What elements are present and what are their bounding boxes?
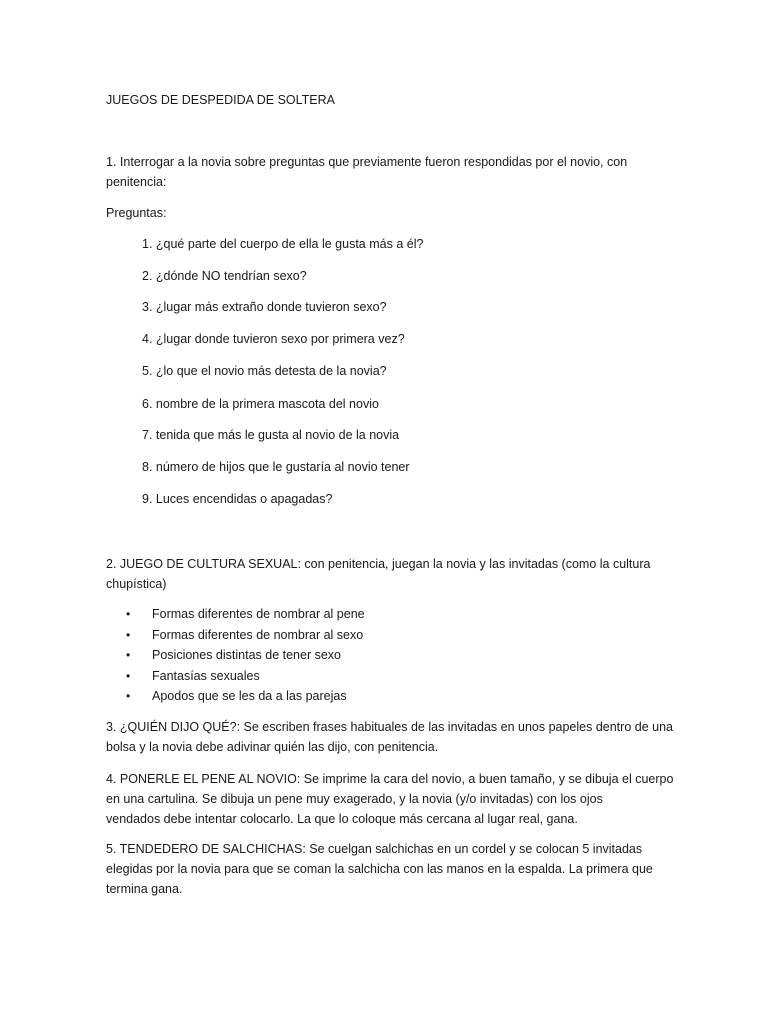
question-item: 1. ¿qué parte del cuerpo de ella le gusta más a él? [142,237,424,251]
section-3 [106,717,673,757]
section-5-line-1: 5. TENDEDERO DE SALCHICHAS: Se cuelgan salchichas en un cordel y se colocan 5 invitadas [106,842,643,856]
section-4-line-3: vendados debe intentar colocarlo. La que lo coloque más cercana al lugar real, gana. [106,812,578,826]
section-5-line-2: elegidas por la novia para que se coman la salchicha con las manos en la espalda. La primera que [106,862,653,876]
preguntas-label: Preguntas: [106,206,167,220]
question-item: 4. ¿lugar donde tuvieron sexo por primera vez? [142,332,405,346]
section-4 [106,769,674,829]
bullet-icon: • [126,668,131,683]
list-item-text: Posiciones distintas de tener sexo [152,648,341,662]
bullet-list [106,604,365,707]
section-5 [106,839,666,899]
section-4-line-1: 4. PONERLE EL PENE AL NOVIO: Se imprime la cara del novio, a buen tamaño, y se dibuja el cuerpo [106,772,674,786]
section-1 [106,152,666,192]
section-2 [106,554,666,594]
list-item-text: Formas diferentes de nombrar al pene [152,607,365,621]
list-item-text: Fantasías sexuales [152,668,260,683]
question-item: 5. ¿lo que el novio más detesta de la novia? [142,364,387,378]
document-title: JUEGOS DE DESPEDIDA DE SOLTERA [106,93,335,107]
question-item: 2. ¿dónde NO tendrían sexo? [142,269,307,283]
question-item: 8. número de hijos que le gustaría al novio tener [142,460,410,474]
question-item: 6. nombre de la primera mascota del novio [142,397,379,411]
section-4-line-2: en una cartulina. Se dibuja un pene muy exagerado, y la novia (y/o invitadas) con los ojos [106,792,603,806]
bullet-icon: • [126,627,131,642]
question-item: 9. Luces encendidas o apagadas? [142,492,333,506]
section-5-line-3: termina gana. [106,882,183,896]
section-2-line-2: chupística) [106,577,167,591]
list-item-text: Apodos que se les da a las parejas [152,689,347,703]
section-3-line-1: 3. ¿QUIÉN DIJO QUÉ?: Se escriben frases habituales de las invitadas en unos papeles dentro de una [106,720,673,734]
question-item: 3. ¿lugar más extraño donde tuvieron sexo? [142,300,387,314]
section-2-line-1: 2. JUEGO DE CULTURA SEXUAL: con penitencia, juegan la novia y las invitadas (como la cultura [106,557,651,571]
bullet-icon: • [126,648,131,662]
list-item [106,666,365,687]
section-3-line-2: bolsa y la novia debe adivinar quién las dijo, con penitencia. [106,740,439,754]
bullet-icon: • [126,689,131,703]
list-item [106,686,365,707]
list-item-text: Formas diferentes de nombrar al sexo [152,627,364,642]
list-item [106,625,365,646]
question-item: 7. tenida que más le gusta al novio de la novia [142,428,400,442]
bullet-icon: • [126,607,131,621]
section-1-line-2: penitencia: [106,175,167,189]
list-item [106,604,365,625]
list-item [106,645,365,666]
section-1-line-1: 1. Interrogar a la novia sobre preguntas que previamente fueron respondidas por el novio, con [106,155,628,169]
